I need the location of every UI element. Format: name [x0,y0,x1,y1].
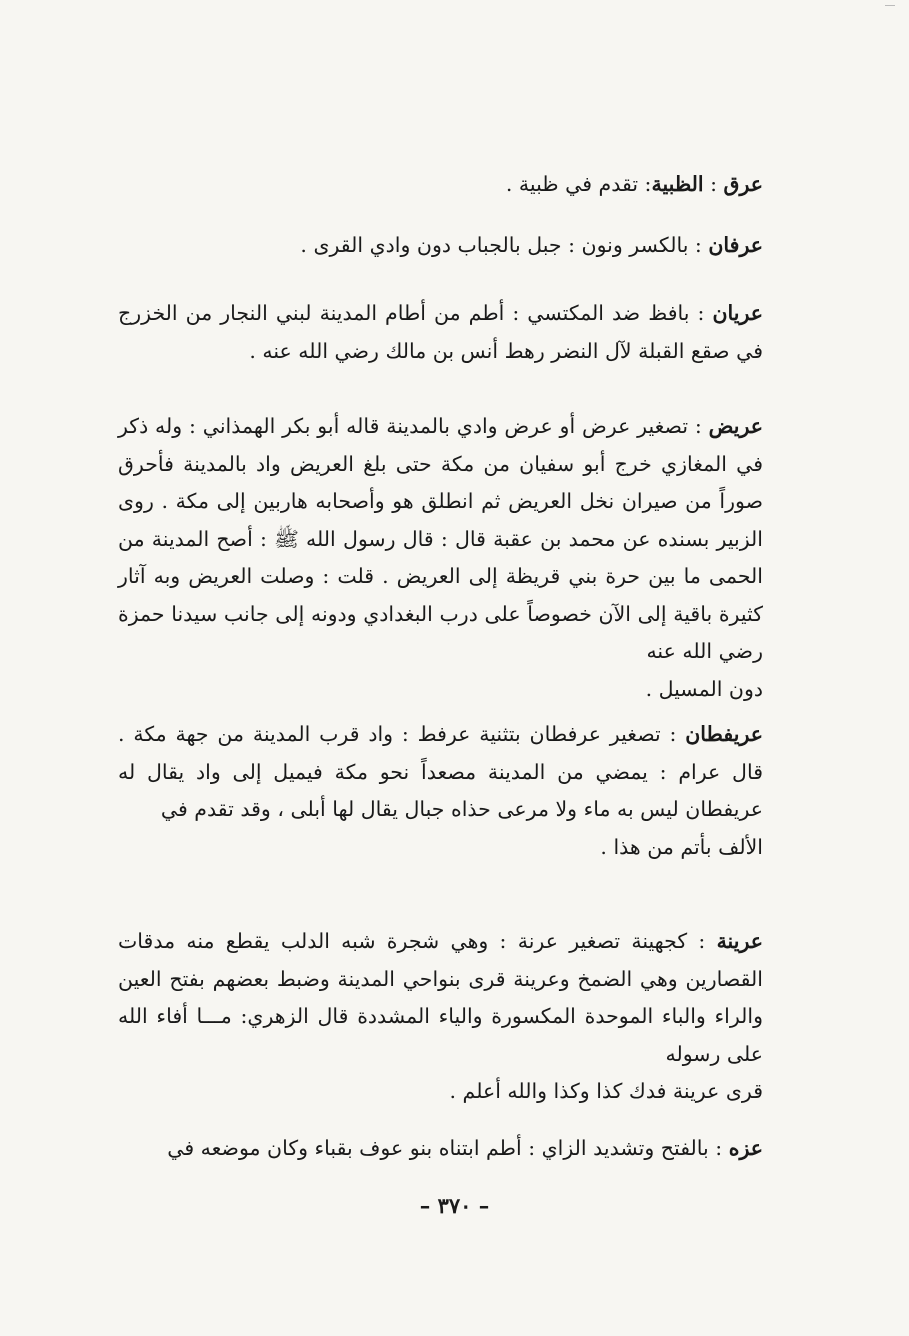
entry-uraifitan [118,716,763,866]
entry-headword: عزه [728,1136,763,1160]
entry-azza [118,1130,763,1168]
entry-separator: : [703,172,724,196]
entry-uryan [118,295,763,370]
entry-text: : كجهينة تصغير عرنة : وهي شجرة شبه الدلب يقطع منه مدقات القصارين وهي الضمخ وعرينة قرى بنواحي المدينة وضبط بعضهم بفتح العين والراء والباء الموحدة المكسورة والياء المشددة قال الزهري: مـــا أفاء الله على رسوله [118,929,763,1066]
entry-text: : بافظ ضد المكتسي : أطم من أطام المدينة لبني النجار من الخزرج في صقع القبلة لآل النضر رهط أنس بن مالك رضي الله عنه . [118,301,763,363]
entry-last-line: دون المسيل . [645,676,763,701]
entry-text: : تقدم في ظبية . [505,172,652,196]
entry-irfan [118,227,763,265]
entry-text: : بالفتح وتشديد الزاي : أطم ابتناه بنو عوف بقباء وكان موضعه في [167,1136,729,1160]
entry-headword: عرينة [716,929,763,953]
entry-text: : تصغير عرفطان بتثنية عرفط : واد قرب المدينة من جهة مكة . قال عرام : يمضي من المدينة مصعداً نحو مكة فيميل إلى واد يقال له عريفطان ليس به ماء ولا مرعى حذاه جبال يقال لها أبلى ، وقد تقدم في [118,722,763,821]
entry-subheadword: الظبية [651,172,704,196]
corner-mark [885,5,895,12]
entry-headword: عريض [708,414,763,438]
entry-uraydh [118,408,763,708]
entry-last-line: الألف بأتم من هذا . [600,834,763,859]
entry-urayna [118,923,763,1111]
entry-headword: عرفان [708,233,763,257]
entry-text: : بالكسر ونون : جبل بالجباب دون وادي القرى . [300,233,709,257]
page-number: – ٣٧٠ – [419,1193,490,1218]
entry-text: : تصغير عرض أو عرض وادي بالمدينة قاله أبو بكر الهمذاني : وله ذكر في المغازي خرج أبو سفيان من مكة حتى بلغ العريض واد بالمدينة فأحرق صوراً من صيران نخل العريض ثم انطلق هو وأصحابه هاربين إلى مكة . روى الزبير بسنده عن محمد بن عقبة قال : قال رسول الله ﷺ : أصح المدينة من الحمى ما بين حرة بني قريظة إلى العريض . قلت : وصلت العريض وبه آثار كثيرة باقية إلى الآن خصوصاً على درب البغدادي ودونه إلى جانب سيدنا حمزة رضي الله عنه [118,414,763,663]
entry-araq [118,166,763,204]
entry-last-line: قرى عرينة فدك كذا وكذا والله أعلم . [449,1079,763,1103]
entry-headword: عرق [723,172,763,196]
entry-headword: عريفطان [685,722,763,746]
entry-headword: عريان [712,301,763,325]
